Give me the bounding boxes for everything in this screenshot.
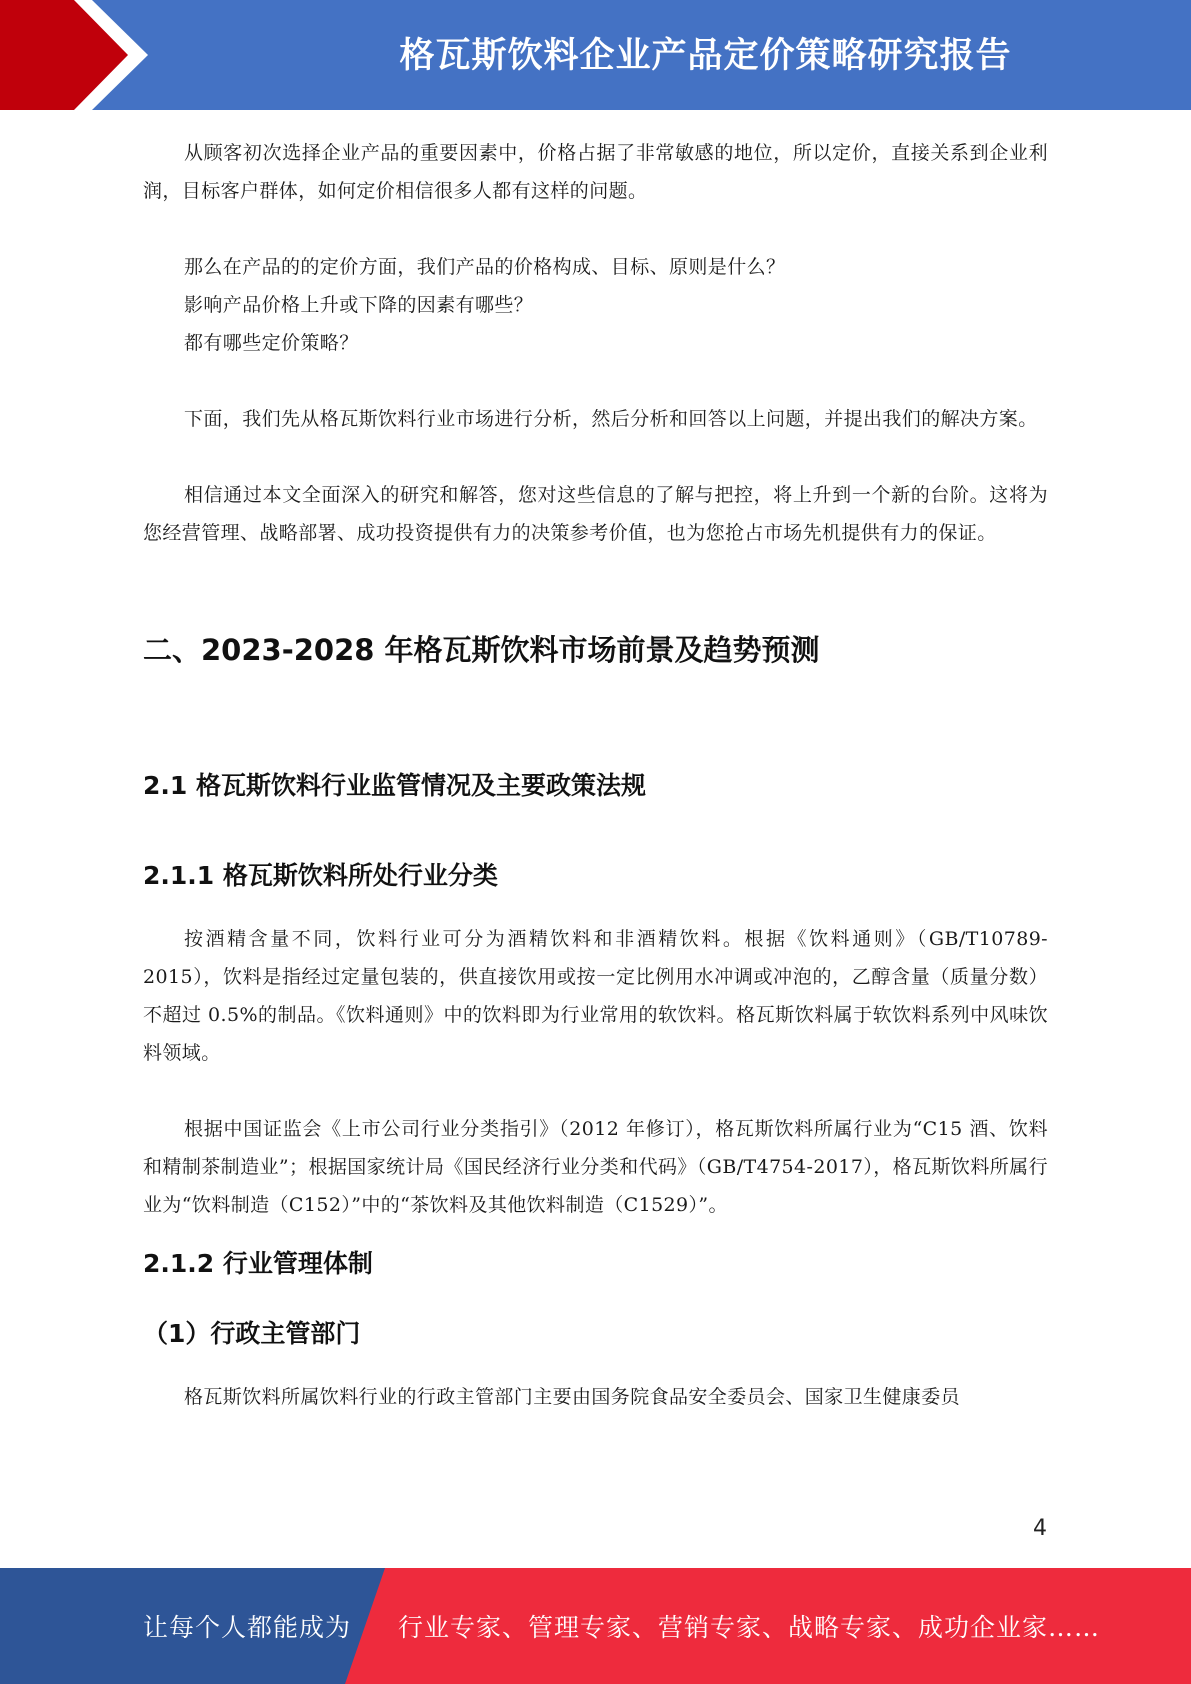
admin-department-paragraph: 格瓦斯饮料所属饮料行业的行政主管部门主要由国务院食品安全委员会、国家卫生健康委员 — [184, 1386, 961, 1408]
page-footer — [0, 1568, 1191, 1684]
industry-classification-paragraph-1: 按酒精含量不同，饮料行业可分为酒精饮料和非酒精饮料。根据《饮料通则》（GB/T10789-2015），饮料是指经过定量包装的，供直接饮用或按一定比例用水冲调或冲泡的，乙醇含量（质量分数）不超过 0.5%的制品。《饮料通则》中的饮料即为行业常用的软饮料。格瓦斯饮料属于软饮料系列中风味饮料领域。 — [143, 928, 1048, 1064]
page-body — [143, 134, 1048, 1416]
page-number: 4 — [1033, 1516, 1047, 1541]
subsection-admin-department-heading: （1）行政主管部门 — [143, 1319, 361, 1348]
header-arrow-decoration — [0, 0, 160, 110]
section-2-1-heading: 2.1 格瓦斯饮料行业监管情况及主要政策法规 — [143, 771, 646, 800]
page-header — [0, 0, 1191, 110]
value-paragraph: 相信通过本文全面深入的研究和解答，您对这些信息的了解与把控，将上升到一个新的台阶。这将为您经营管理、战略部署、成功投资提供有力的决策参考价值，也为您抢占市场先机提供有力的保证。 — [143, 484, 1048, 544]
footer-slogan-left: 让每个人都能成为 — [143, 1613, 352, 1642]
question-price-factors: 影响产品价格上升或下降的因素有哪些？ — [184, 294, 534, 316]
question-pricing-strategies: 都有哪些定价策略？ — [184, 332, 359, 354]
footer-slogan-right: 行业专家、管理专家、营销专家、战略专家、成功企业家…… — [398, 1613, 1101, 1642]
section-2-heading: 二、2023-2028 年格瓦斯饮料市场前景及趋势预测 — [143, 633, 820, 667]
section-2-1-1-heading: 2.1.1 格瓦斯饮料所处行业分类 — [143, 861, 498, 890]
intro-paragraph: 从顾客初次选择企业产品的重要因素中，价格占据了非常敏感的地位，所以定价，直接关系到企业利润，目标客户群体，如何定价相信很多人都有这样的问题。 — [143, 142, 1048, 202]
industry-classification-paragraph-2: 根据中国证监会《上市公司行业分类指引》（2012 年修订），格瓦斯饮料所属行业为“C15 酒、饮料和精制茶制造业”；根据国家统计局《国民经济行业分类和代码》（GB/T4754-2017），格瓦斯饮料所属行业为“饮料制造（C152）”中的“茶饮料及其他饮料制造（C1529）”。 — [143, 1118, 1048, 1216]
section-2-1-2-heading: 2.1.2 行业管理体制 — [143, 1249, 373, 1278]
method-paragraph: 下面，我们先从格瓦斯饮料行业市场进行分析，然后分析和回答以上问题，并提出我们的解决方案。 — [184, 408, 1038, 430]
question-price-composition: 那么在产品的的定价方面，我们产品的价格构成、目标、原则是什么？ — [184, 256, 786, 278]
report-title: 格瓦斯饮料企业产品定价策略研究报告 — [399, 36, 1012, 76]
